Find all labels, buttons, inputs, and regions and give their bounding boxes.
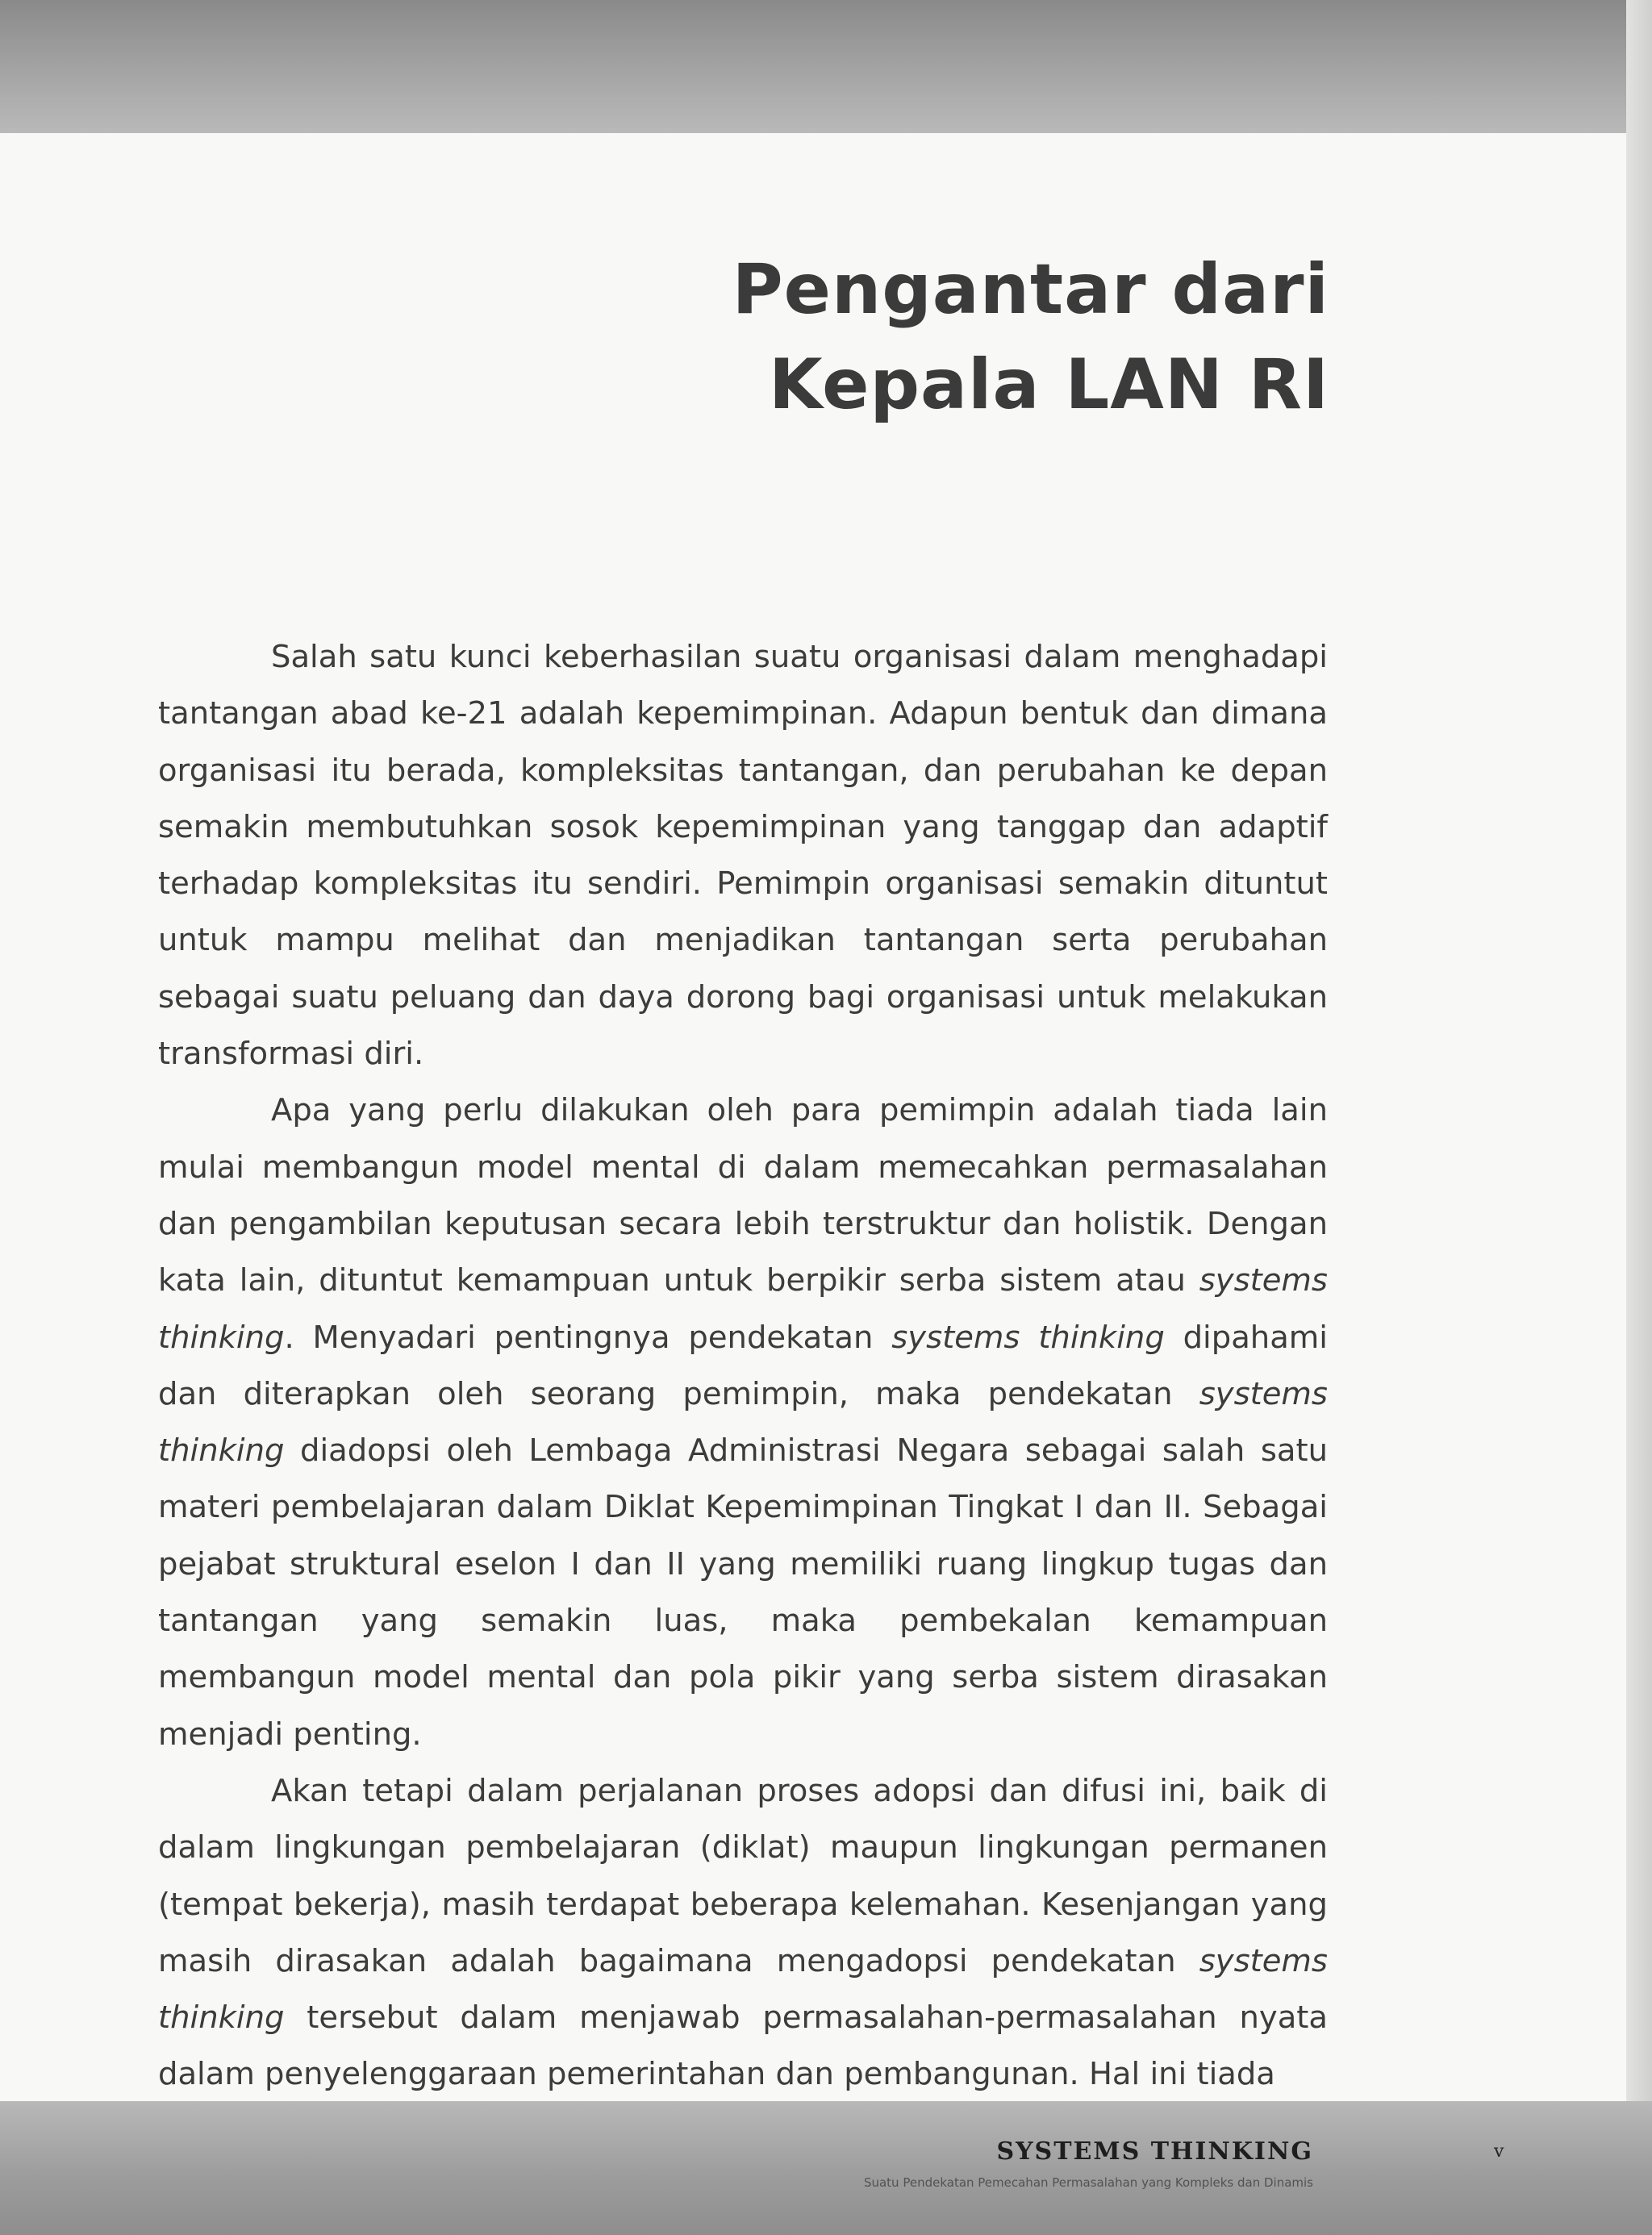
page-number: v xyxy=(1494,2141,1504,2162)
footer-book-title: SYSTEMS THINKING xyxy=(996,2137,1313,2166)
page-title-line-1: Pengantar dari xyxy=(732,249,1329,330)
paragraph-2 xyxy=(158,1082,1328,1763)
paragraph-2-term-1: systems thinking xyxy=(158,1262,1328,1356)
page-right-edge xyxy=(1626,0,1652,2235)
paragraph-3-text-a: Akan tetapi dalam perjalanan proses adopsi dan difusi ini, baik di dalam lingkungan pembelajaran (diklat) maupun lingkungan permanen (tempat bekerja), masih terdapat beberapa kelemahan. Kesenjangan yang masih dirasakan adalah bagaimana mengadopsi pendekatan xyxy=(158,1772,1328,1979)
paragraph-2-term-3: systems thinking xyxy=(158,1375,1328,1470)
footer-book-subtitle: Suatu Pendekatan Pemecahan Permasalahan yang Kompleks dan Dinamis xyxy=(863,2175,1313,2190)
paragraph-3 xyxy=(158,1763,1328,2104)
paragraph-2-text-d: diadopsi oleh Lembaga Administrasi Negara sebagai salah satu materi pembelajaran dalam Diklat Kepemimpinan Tingkat I dan II. Sebagai pejabat struktural eselon I dan II yang memiliki ruang lingkup tugas dan tantangan yang semakin luas, maka pembekalan kemampuan membangun model mental dan pola pikir yang serba sistem dirasakan menjadi penting. xyxy=(158,1432,1328,1753)
body-text xyxy=(158,629,1328,2104)
top-scan-band xyxy=(0,0,1652,133)
paragraph-2-text-b: . Menyadari pentingnya pendekatan xyxy=(284,1319,892,1356)
paragraph-1-text: Salah satu kunci keberhasilan suatu organisasi dalam menghadapi tantangan abad ke-21 adalah kepemimpinan. Adapun bentuk dan dimana organisasi itu berada, kompleksitas tantangan, dan perubahan ke depan semakin membutuhkan sosok kepemimpinan yang tanggap dan adaptif terhadap kompleksitas itu sendiri. Pemimpin organisasi semakin dituntut untuk mampu melihat dan menjadikan tantangan serta perubahan sebagai suatu peluang dan daya dorong bagi organisasi untuk melakukan transformasi diri. xyxy=(158,639,1328,1073)
page-title-line-2: Kepala LAN RI xyxy=(769,344,1329,425)
paragraph-2-text-a: Apa yang perlu dilakukan oleh para pemimpin adalah tiada lain mulai membangun model mental di dalam memecahkan permasalahan dan pengambilan keputusan secara lebih terstruktur dan holistik. Dengan kata lain, dituntut kemampuan untuk berpikir serba sistem atau xyxy=(158,1092,1328,1299)
paragraph-3-text-b: tersebut dalam menjawab permasalahan-permasalahan nyata dalam penyelenggaraan pemerintahan dan pembangunan. Hal ini tiada xyxy=(158,1999,1328,2093)
page-title xyxy=(732,242,1329,432)
paragraph-3-term-1: systems thinking xyxy=(158,1942,1328,2037)
paragraph-2-term-2: systems thinking xyxy=(891,1319,1165,1356)
paragraph-1 xyxy=(158,629,1328,1082)
footer-band xyxy=(0,2101,1652,2235)
paragraph-2-text-c: dipahami dan diterapkan oleh seorang pemimpin, maka pendekatan xyxy=(158,1319,1328,1412)
